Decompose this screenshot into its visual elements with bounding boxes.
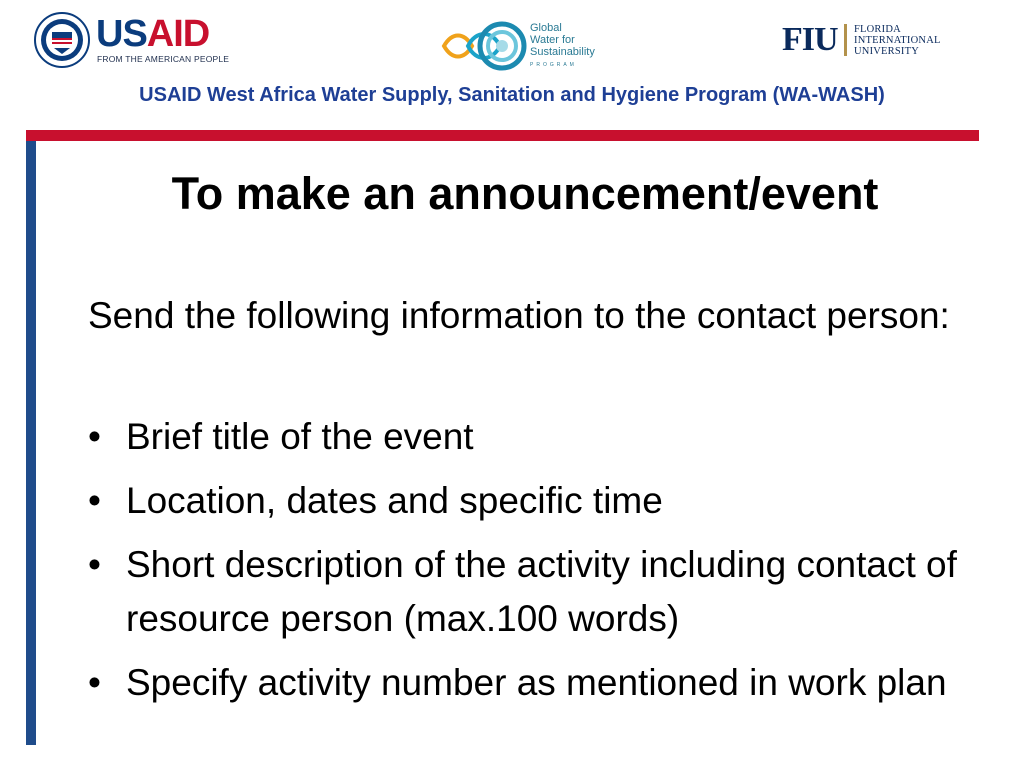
usaid-tagline: FROM THE AMERICAN PEOPLE [97,54,230,64]
gwsp-line: Sustainability [530,46,595,58]
gwsp-line: Water for [530,34,575,46]
side-accent-bar [26,141,36,745]
fiu-name-line: UNIVERSITY [854,46,919,57]
water-drop-icon [438,16,528,76]
fiu-logo [782,22,972,62]
fiu-name [854,24,941,57]
bullet-item [88,410,968,464]
slide-title: To make an announcement/event [171,168,879,219]
bullet-text: Brief title of the event [126,416,474,457]
bullet-text: Short description of the activity including contact of resource person (max.100 words) [126,544,957,639]
bullet-list [88,410,968,720]
header-divider [26,130,979,141]
bullet-icon: • [88,662,101,703]
bullet-item [88,656,968,710]
bullet-item [88,538,968,646]
usaid-logo [34,12,234,72]
program-header: USAID West Africa Water Supply, Sanitation and Hygiene Program (WA-WASH) [139,84,885,106]
bullet-item [88,474,968,528]
body-intro: Send the following information to the contact person: [88,295,950,336]
bullet-icon: • [88,480,101,521]
fiu-name-line: FLORIDA [854,24,901,35]
fiu-divider [844,24,847,56]
gwsp-program: PROGRAM [530,62,577,68]
bullet-icon: • [88,416,101,457]
bullet-icon: • [88,544,101,585]
gwsp-line: Global [530,22,562,34]
usaid-seal-icon [34,12,90,68]
fiu-name-line: INTERNATIONAL [854,35,941,46]
usaid-wordmark: USAID [96,13,210,55]
bullet-text: Specify activity number as mentioned in work plan [126,662,947,703]
bullet-text: Location, dates and specific time [126,480,663,521]
gwsp-text [530,22,595,58]
gwsp-logo [438,16,618,76]
fiu-wordmark: FIU [782,21,838,58]
